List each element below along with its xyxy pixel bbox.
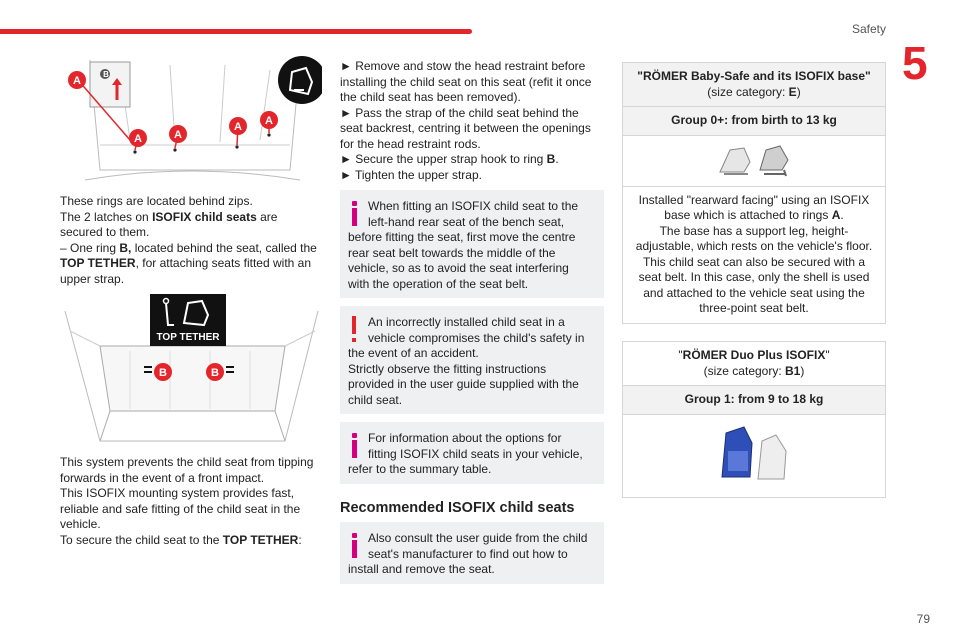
text-line: – One ring B, located behind the seat, called the: [60, 240, 317, 255]
text-line: reliable and safe fitting of the child seat in the: [60, 501, 301, 516]
table-image-cell: [623, 136, 885, 187]
step-line: seat backrest, centring it between the openings: [340, 121, 591, 135]
table-image-cell: [623, 415, 885, 497]
text-line: This system prevents the child seat from tipping: [60, 455, 314, 469]
label-a: A: [134, 133, 142, 145]
header-red-bar: [0, 29, 472, 34]
text-line: This ISOFIX mounting system provides fast,: [60, 486, 295, 500]
text-line: TOP TETHER, for attaching seats fitted with an: [60, 256, 312, 270]
table-description-cell: Installed "rearward facing" using an ISOFIX base which is attached to rings A. The base has a support leg, height- adjustable, which rests on the vehicle's floor. This child seat can also be secured with a seat belt. In this case, only the shell is used and attached to the vehicle seat using the three-point seat belt.: [635, 192, 873, 315]
label-b: B: [159, 367, 167, 379]
table-title-cell: "RÖMER Baby-Safe and its ISOFIX base" (size category: E): [623, 63, 885, 107]
boot-top-tether-illustration: [60, 291, 322, 451]
step-line: ► Tighten the upper strap.: [340, 167, 482, 182]
table-group-cell: Group 0+: from birth to 13 kg: [623, 107, 885, 136]
label-b: B: [211, 367, 219, 379]
text-line: vehicle.: [60, 517, 101, 531]
seat-table-baby-safe: [622, 62, 886, 324]
text-line: To secure the child seat to the TOP TETHER:: [60, 532, 302, 547]
chapter-number: 5: [902, 37, 928, 89]
intro-text: [60, 194, 325, 287]
step-line: ► Secure the upper strap hook to ring B.: [340, 152, 559, 166]
info-note-manufacturer: Also consult the user guide from the child seat's manufacturer to find out how to install and remove the seat.: [340, 522, 604, 584]
duo-plus-seat-image: [714, 421, 794, 487]
top-tether-caption: TOP TETHER: [156, 332, 220, 343]
step-line: ► Pass the strap of the child seat behind the: [340, 105, 579, 120]
text-line: secured to them.: [60, 225, 150, 239]
baby-safe-seat-image: [714, 142, 794, 178]
info-note-summary: For information about the options for fitting ISOFIX child seats in your vehicle, refer to the summary table.: [340, 422, 604, 484]
text-line: upper strap.: [60, 271, 125, 286]
text-line: These rings are located behind zips.: [60, 194, 253, 208]
step-line: installing the child seat on this seat (refit it once: [340, 74, 592, 89]
label-b: B: [103, 70, 109, 79]
info-icon: [348, 531, 362, 559]
step-line: the child seat has been removed).: [340, 90, 521, 104]
warning-note: An incorrectly installed child seat in a vehicle compromises the child's safety in the event of an accident. Strictly observe the fitting instructions provided in the user guide supplied with the child seat.: [340, 306, 604, 414]
info-icon: [348, 199, 362, 227]
rear-seat-isofix-illustration: [60, 50, 322, 188]
system-text: [60, 455, 325, 548]
table-title-cell: "RÖMER Duo Plus ISOFIX" (size category: B1): [623, 342, 885, 386]
steps-text: [340, 59, 608, 183]
table-group-cell: Group 1: from 9 to 18 kg: [623, 386, 885, 415]
text-line: The 2 latches on ISOFIX child seats are: [60, 209, 278, 224]
label-a: A: [73, 75, 81, 87]
text-line: forwards in the event of a front impact.: [60, 470, 265, 485]
label-a: A: [234, 121, 242, 133]
step-line: ► Remove and stow the head restraint before: [340, 59, 586, 73]
info-note-left-seat: When fitting an ISOFIX child seat to the left-hand rear seat of the bench seat, before fitting the seat, first move the centre rear seat belt towards the middle of the vehicle, so as to avoid the seat interfering with the operation of the seat belt.: [340, 190, 604, 298]
label-a: A: [265, 115, 273, 127]
warning-icon: [348, 315, 362, 343]
info-icon: [348, 431, 362, 459]
label-a: A: [174, 129, 182, 141]
step-line: for the head restraint rods.: [340, 136, 481, 151]
section-heading: Recommended ISOFIX child seats: [340, 500, 575, 516]
page-number: 79: [916, 612, 930, 626]
seat-table-duo-plus: [622, 341, 886, 498]
section-title: Safety: [851, 22, 886, 36]
